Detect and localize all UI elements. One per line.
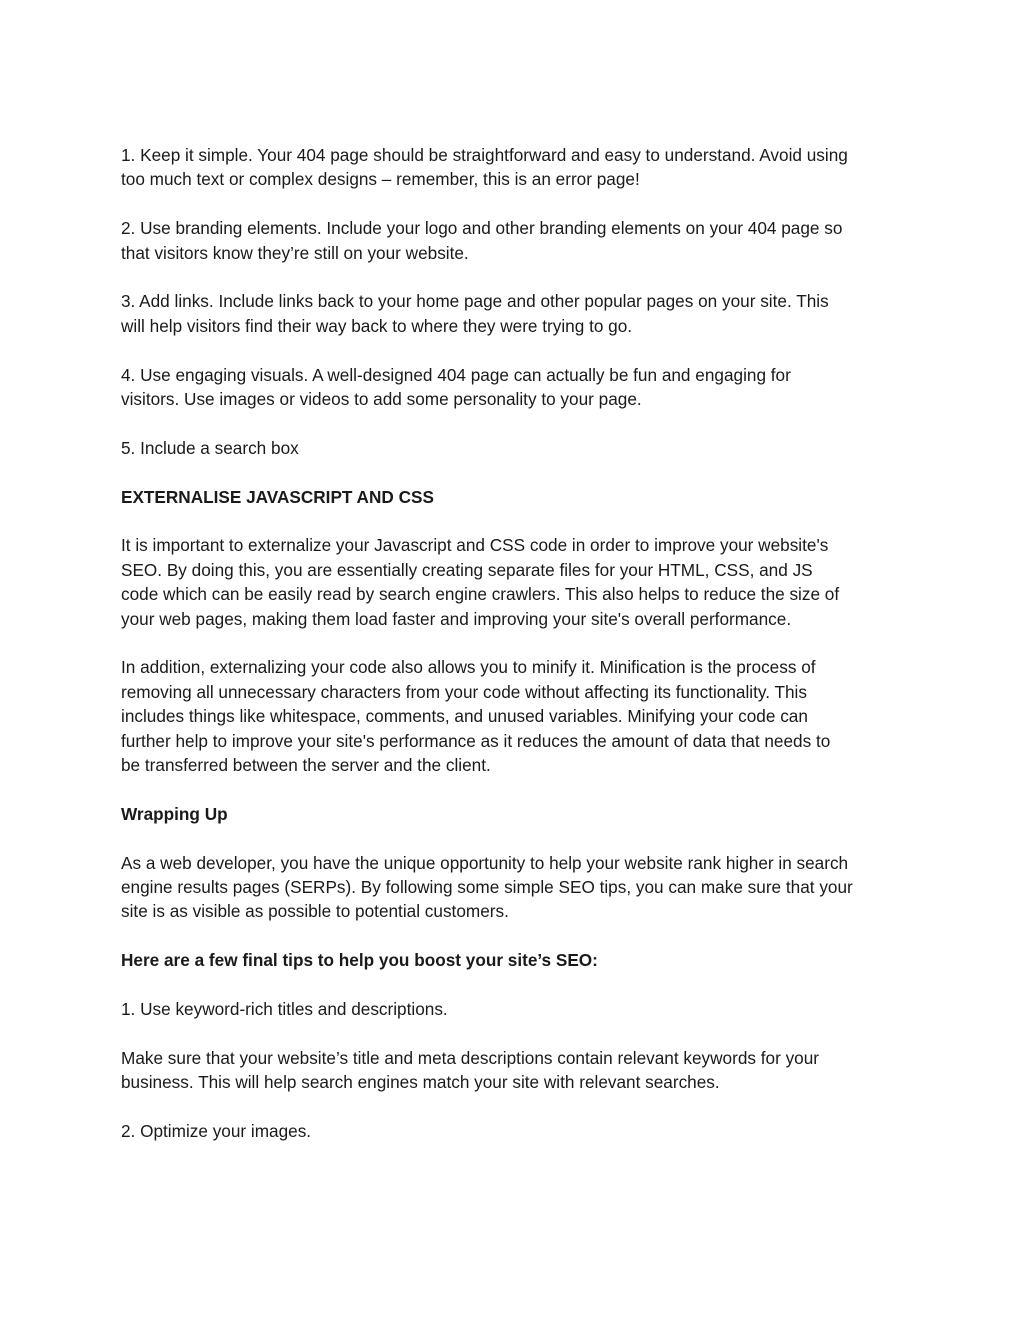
list-item-add-links: 3. Add links. Include links back to your home page and other popular pages on your site. This will help visitors find their way back to where they were trying to go. — [121, 291, 829, 336]
paragraph-minification: In addition, externalizing your code also allows you to minify it. Minification is the process of removing all unnecessary characters from your code without affecting its functionality. This includes things like whitespace, comments, and unused variables. Minifying your code can further help to improve your site's performance as it reduces the amount of data that needs to be transferred between the server and the client. — [121, 657, 831, 776]
list-item-optimize-images: 2. Optimize your images. — [121, 1121, 312, 1142]
list-item-branding-elements: 2. Use branding elements. Include your logo and other branding elements on your 404 page so that visitors know they’re still on your website. — [121, 218, 843, 263]
paragraph-externalize-intro: It is important to externalize your Javascript and CSS code in order to improve your website's SEO. By doing this, you are essentially creating separate files for your HTML, CSS, and JS code which can be easily read by search engine crawlers. This also helps to reduce the size of your web pages, making them load faster and improving your site's overall performance. — [121, 535, 840, 629]
document-body — [121, 143, 921, 1168]
list-item-search-box: 5. Include a search box — [121, 437, 299, 458]
list-item-keep-it-simple: 1. Keep it simple. Your 404 page should be straightforward and easy to understand. Avoid using too much text or complex designs – remember, this is an error page! — [121, 145, 848, 190]
list-item-engaging-visuals: 4. Use engaging visuals. A well-designed 404 page can actually be fun and engaging for visitors. Use images or videos to add some personality to your page. — [121, 364, 791, 410]
paragraph-meta-descriptions: Make sure that your website’s title and meta descriptions contain relevant keywords for your business. This will help search engines match your site with relevant searches. — [121, 1047, 820, 1093]
list-item-keyword-titles: 1. Use keyword-rich titles and descriptions. — [121, 999, 448, 1020]
section-heading-wrapping-up: Wrapping Up — [121, 803, 228, 824]
subheading-final-tips: Here are a few final tips to help you boost your site’s SEO: — [121, 950, 598, 971]
paragraph-wrapping-up: As a web developer, you have the unique opportunity to help your website rank higher in search engine results pages (SERPs). By following some simple SEO tips, you can make sure that your site is as visible as possible to potential customers. — [121, 852, 853, 922]
section-heading-externalise: EXTERNALISE JAVASCRIPT AND CSS — [121, 486, 434, 507]
